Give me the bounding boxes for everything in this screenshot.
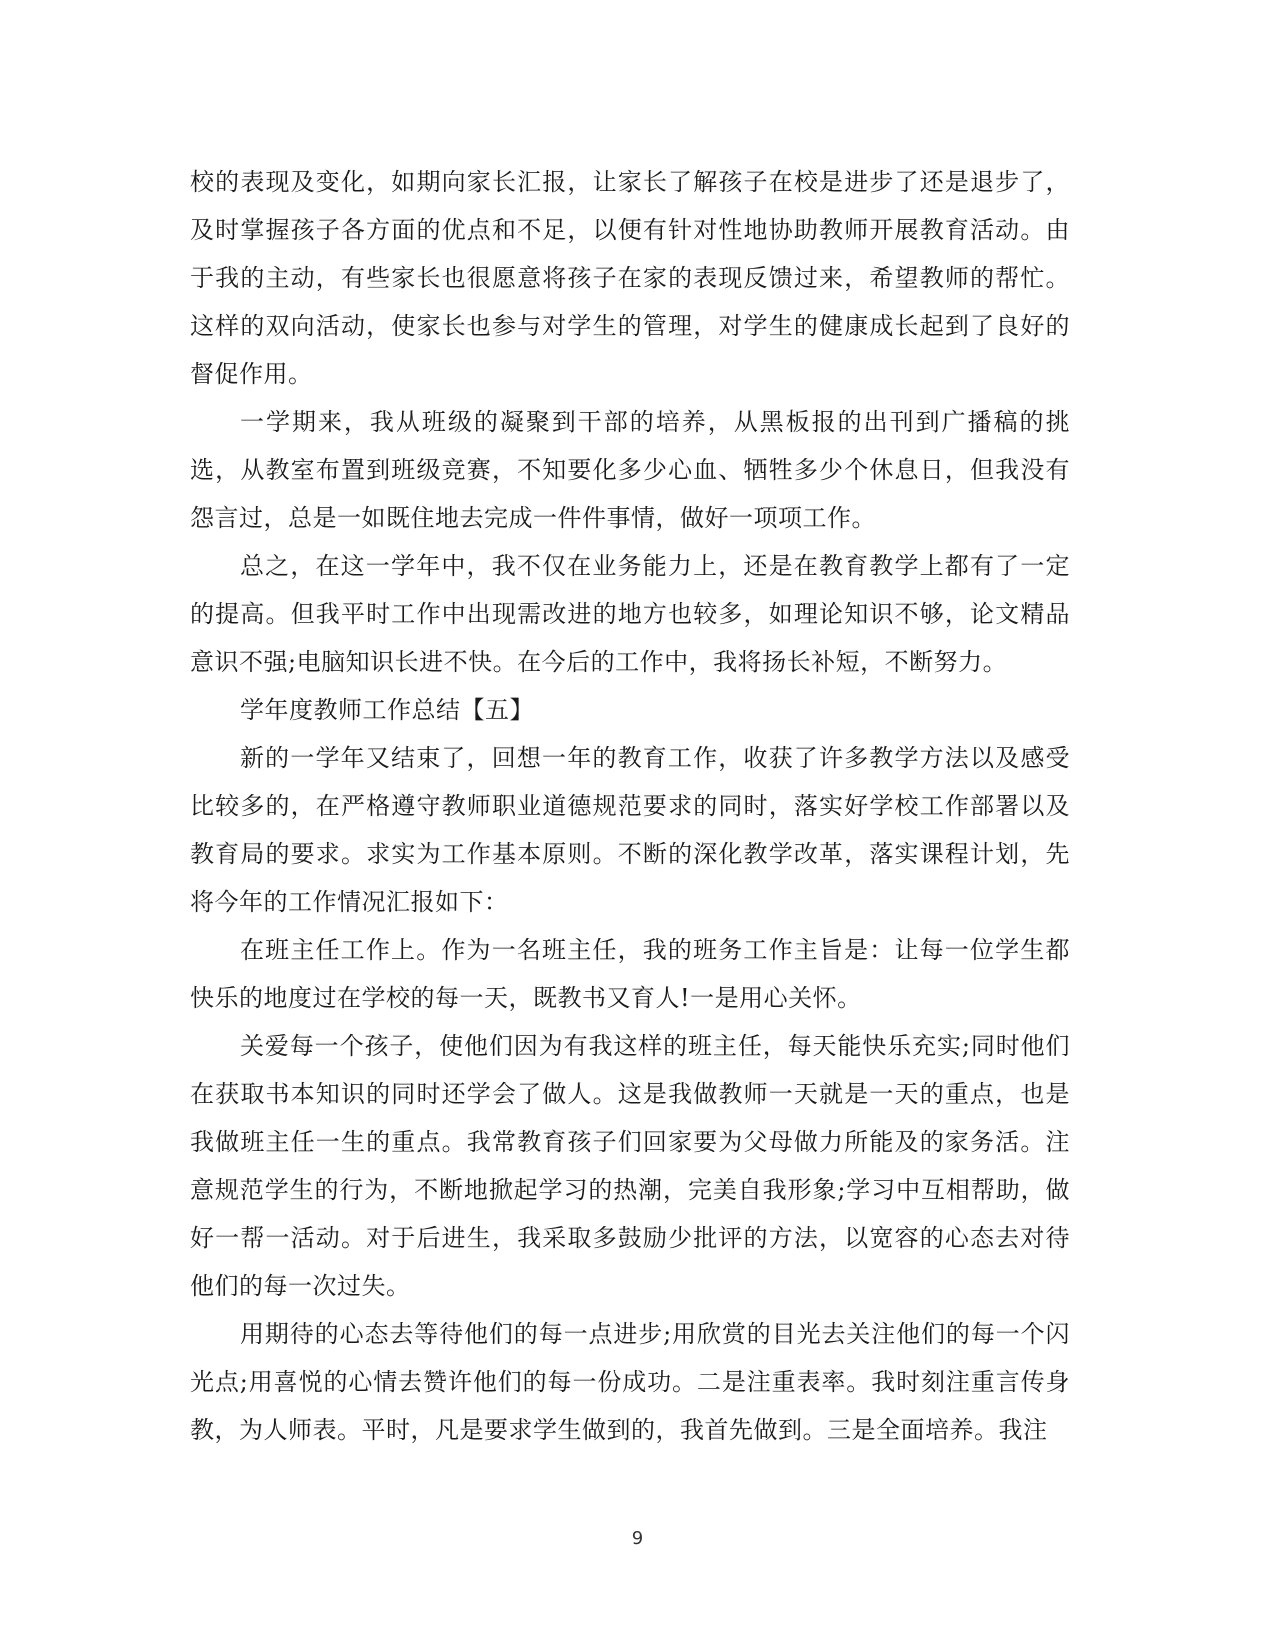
paragraph: 用期待的心态去等待他们的每一点进步;用欣赏的目光去关注他们的每一个闪光点;用喜悦的心情去赞许他们的每一份成功。二是注重表率。我时刻注重言传身教，为人师表。平时，凡是要求学生做到的，我首先做到。三是全面培养。我注	[190, 1320, 1070, 1444]
paragraph-continued: 校的表现及变化，如期向家长汇报，让家长了解孩子在校是进步了还是退步了，及时掌握孩子各方面的优点和不足，以便有针对性地协助教师开展教育活动。由于我的主动，有些家长也很愿意将孩子在家的表现反馈过来，希望教师的帮忙。这样的双向活动，使家长也参与对学生的管理，对学生的健康成长起到了良好的督促作用。	[190, 168, 1070, 388]
document-body	[190, 158, 1070, 1454]
paragraph: 在班主任工作上。作为一名班主任，我的班务工作主旨是：让每一位学生都快乐的地度过在学校的每一天，既教书又育人!一是用心关怀。	[190, 936, 1070, 1012]
paragraph: 新的一学年又结束了，回想一年的教育工作，收获了许多教学方法以及感受比较多的，在严格遵守教师职业道德规范要求的同时，落实好学校工作部署以及教育局的要求。求实为工作基本原则。不断的深化教学改革，落实课程计划，先将今年的工作情况汇报如下：	[190, 744, 1070, 916]
page-number: 9	[631, 1528, 644, 1549]
section-heading: 学年度教师工作总结【五】	[240, 696, 534, 724]
paragraph: 关爱每一个孩子，使他们因为有我这样的班主任，每天能快乐充实;同时他们在获取书本知识的同时还学会了做人。这是我做教师一天就是一天的重点，也是我做班主任一生的重点。我常教育孩子们回家要为父母做力所能及的家务活。注意规范学生的行为，不断地掀起学习的热潮，完美自我形象;学习中互相帮助，做好一帮一活动。对于后进生，我采取多鼓励少批评的方法，以宽容的心态去对待他们的每一次过失。	[190, 1032, 1070, 1300]
paragraph: 总之，在这一学年中，我不仅在业务能力上，还是在教育教学上都有了一定的提高。但我平时工作中出现需改进的地方也较多，如理论知识不够，论文精品意识不强;电脑知识长进不快。在今后的工作中，我将扬长补短，不断努力。	[190, 552, 1070, 676]
paragraph: 一学期来，我从班级的凝聚到干部的培养，从黑板报的出刊到广播稿的挑选，从教室布置到班级竞赛，不知要化多少心血、牺牲多少个休息日，但我没有怨言过，总是一如既住地去完成一件件事情，做好一项项工作。	[190, 408, 1070, 532]
